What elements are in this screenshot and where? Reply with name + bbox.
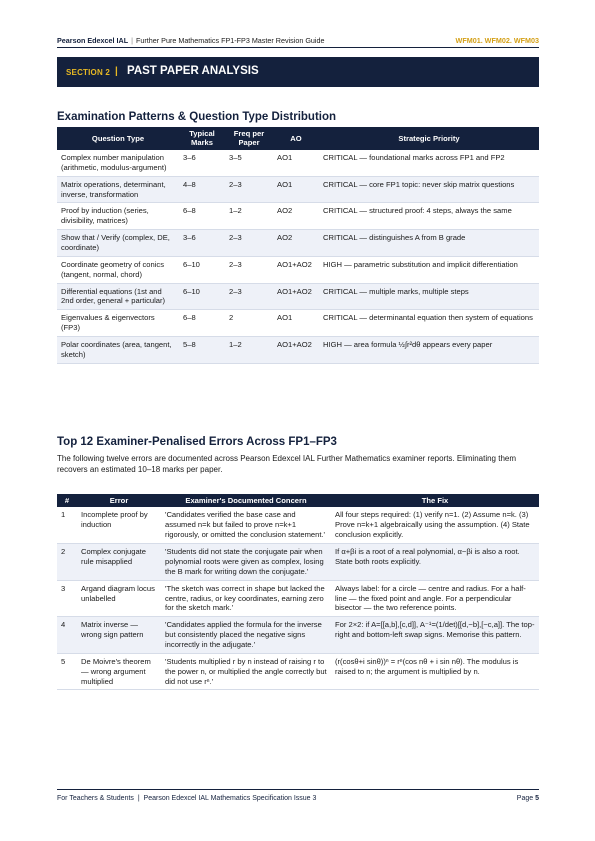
table-cell: 2–3	[225, 230, 273, 257]
column-header: Error	[77, 494, 161, 507]
table-cell: HIGH — parametric substitution and implicit differentiation	[319, 256, 539, 283]
table-cell: CRITICAL — multiple marks, multiple steps	[319, 283, 539, 310]
table-cell: AO1+AO2	[273, 283, 319, 310]
table-cell: CRITICAL — distinguishes A from B grade	[319, 230, 539, 257]
errors-row	[57, 544, 539, 581]
footer-rule	[57, 789, 539, 790]
column-header: AO	[273, 127, 319, 150]
patterns-row	[57, 310, 539, 337]
table-cell: AO1	[273, 150, 319, 176]
table-cell: AO2	[273, 203, 319, 230]
table-cell: Complex conjugate rule misapplied	[77, 544, 161, 581]
table-cell: 1–2	[225, 337, 273, 364]
table-cell: 'Candidates verified the base case and assumed n=k but failed to prove n=k+1 rigorously, or omitted the conclusion statement.'	[161, 507, 331, 543]
table-cell: All four steps required: (1) verify n=1. (2) Assume n=k. (3) Prove n=k+1 algebraically using the assumption. (4) State conclusion explicitly.	[331, 507, 539, 543]
table-cell: 3	[57, 580, 77, 617]
table-cell: For 2×2: if A=[[a,b],[c,d]], A⁻¹=(1/det)[[d,−b],[−c,a]]. The top-right and bottom-left swap signs. Memorise this pattern.	[331, 617, 539, 654]
errors-row	[57, 580, 539, 617]
table-cell: 4	[57, 617, 77, 654]
table-cell: 2–3	[225, 256, 273, 283]
errors-row	[57, 507, 539, 543]
table-cell: 2–3	[225, 176, 273, 203]
table-cell: 'The sketch was correct in shape but lacked the centre, radius, or key coordinates, earning zero for the sketch mark.'	[161, 580, 331, 617]
patterns-row	[57, 203, 539, 230]
errors-body	[57, 507, 539, 689]
errors-intro: The following twelve errors are documented across Pearson Edexcel IAL Further Mathematics examiner reports. Eliminating them recovers an estimated 10–18 marks per paper.	[57, 454, 517, 474]
errors-header-row	[57, 494, 539, 507]
header-codes: WFM01. WFM02. WFM03	[455, 36, 539, 45]
patterns-row	[57, 337, 539, 364]
table-cell: 'Students did not state the conjugate pair when polynomial roots were given as complex, losing the B mark for writing down the conjugate.'	[161, 544, 331, 581]
banner-title: PAST PAPER ANALYSIS	[127, 65, 259, 77]
table-cell: Incomplete proof by induction	[77, 507, 161, 543]
table-cell: 3–5	[225, 150, 273, 176]
column-header: Freq per Paper	[225, 127, 273, 150]
patterns-row	[57, 230, 539, 257]
table-cell: 6–10	[179, 256, 225, 283]
table-cell: CRITICAL — structured proof: 4 steps, always the same	[319, 203, 539, 230]
column-header: #	[57, 494, 77, 507]
table-cell: 5–8	[179, 337, 225, 364]
footer-page	[517, 795, 539, 802]
section-banner	[57, 57, 539, 87]
table-cell: Eigenvalues & eigenvectors (FP3)	[57, 310, 179, 337]
patterns-heading: Examination Patterns & Question Type Distribution	[57, 111, 337, 123]
column-header: Question Type	[57, 127, 179, 150]
footer-spec: Pearson Edexcel IAL Mathematics Specification Issue 3	[143, 795, 317, 802]
patterns-row	[57, 256, 539, 283]
patterns-body	[57, 150, 539, 363]
table-cell: CRITICAL — determinantal equation then system of equations	[319, 310, 539, 337]
patterns-row	[57, 283, 539, 310]
table-cell: 4–8	[179, 176, 225, 203]
table-cell: Differential equations (1st and 2nd order, general + particular)	[57, 283, 179, 310]
table-cell: 6–8	[179, 203, 225, 230]
table-cell: 6–8	[179, 310, 225, 337]
table-cell: 5	[57, 653, 77, 690]
table-cell: 2	[225, 310, 273, 337]
table-cell: Show that / Verify (complex, DE, coordinate)	[57, 230, 179, 257]
table-cell: Matrix inverse — wrong sign pattern	[77, 617, 161, 654]
footer-audience: For Teachers & Students	[57, 795, 134, 802]
page-number: 5	[535, 795, 539, 802]
table-cell: Always label: for a circle — centre and radius. For a half-line — the fixed point and angle. For a perpendicular bisector — the two reference points.	[331, 580, 539, 617]
table-cell: Complex number manipulation (arithmetic, modulus-argument)	[57, 150, 179, 176]
table-cell: 3–6	[179, 230, 225, 257]
column-header: The Fix	[331, 494, 539, 507]
table-cell: 3–6	[179, 150, 225, 176]
patterns-header-row	[57, 127, 539, 150]
table-cell: HIGH — area formula ½∫r²dθ appears every paper	[319, 337, 539, 364]
table-cell: Proof by induction (series, divisibility, matrices)	[57, 203, 179, 230]
running-header	[57, 34, 539, 46]
table-cell: Polar coordinates (area, tangent, sketch)	[57, 337, 179, 364]
table-cell: Argand diagram locus unlabelled	[77, 580, 161, 617]
header-rule	[57, 47, 539, 48]
table-cell: 1–2	[225, 203, 273, 230]
table-cell: Coordinate geometry of conics (tangent, normal, chord)	[57, 256, 179, 283]
table-cell: AO1+AO2	[273, 256, 319, 283]
column-header: Examiner's Documented Concern	[161, 494, 331, 507]
column-header: Strategic Priority	[319, 127, 539, 150]
errors-row	[57, 653, 539, 690]
table-cell: De Moivre's theorem — wrong argument multiplied	[77, 653, 161, 690]
table-cell: CRITICAL — foundational marks across FP1 and FP2	[319, 150, 539, 176]
errors-heading: Top 12 Examiner-Penalised Errors Across FP1–FP3	[57, 436, 337, 448]
errors-row	[57, 617, 539, 654]
footer-left	[57, 795, 316, 802]
errors-table	[57, 494, 539, 690]
patterns-row	[57, 150, 539, 176]
header-brand: Pearson Edexcel IAL	[57, 36, 129, 45]
banner-separator: |	[115, 66, 118, 77]
table-cell: AO1	[273, 310, 319, 337]
footer-separator: |	[137, 795, 140, 802]
header-left	[57, 36, 325, 45]
table-cell: 'Students multiplied r by n instead of raising r to the power n, or multiplied the angle correctly but did not use rⁿ.'	[161, 653, 331, 690]
column-header: Typical Marks	[179, 127, 225, 150]
table-cell: If α+βi is a root of a real polynomial, α−βi is also a root. State both roots explicitly.	[331, 544, 539, 581]
table-cell: 1	[57, 507, 77, 543]
page-label: Page	[516, 795, 534, 802]
table-cell: AO1+AO2	[273, 337, 319, 364]
table-cell: (r(cosθ+i sinθ))ⁿ = rⁿ(cos nθ + i sin nθ). The modulus is raised to n; the argument is multiplied by n.	[331, 653, 539, 690]
patterns-table	[57, 127, 539, 364]
banner-section: SECTION 2	[66, 68, 111, 77]
table-cell: Matrix operations, determinant, inverse, transformation	[57, 176, 179, 203]
header-separator: |	[131, 36, 133, 45]
table-cell: 2	[57, 544, 77, 581]
table-cell: 6–10	[179, 283, 225, 310]
patterns-row	[57, 176, 539, 203]
table-cell: AO1	[273, 176, 319, 203]
table-cell: AO2	[273, 230, 319, 257]
table-cell: 2–3	[225, 283, 273, 310]
table-cell: CRITICAL — core FP1 topic: never skip matrix questions	[319, 176, 539, 203]
table-cell: 'Candidates applied the formula for the inverse but consistently placed the negative signs incorrectly in the adjugate.'	[161, 617, 331, 654]
header-subtitle: Further Pure Mathematics FP1-FP3 Master Revision Guide	[135, 36, 325, 45]
